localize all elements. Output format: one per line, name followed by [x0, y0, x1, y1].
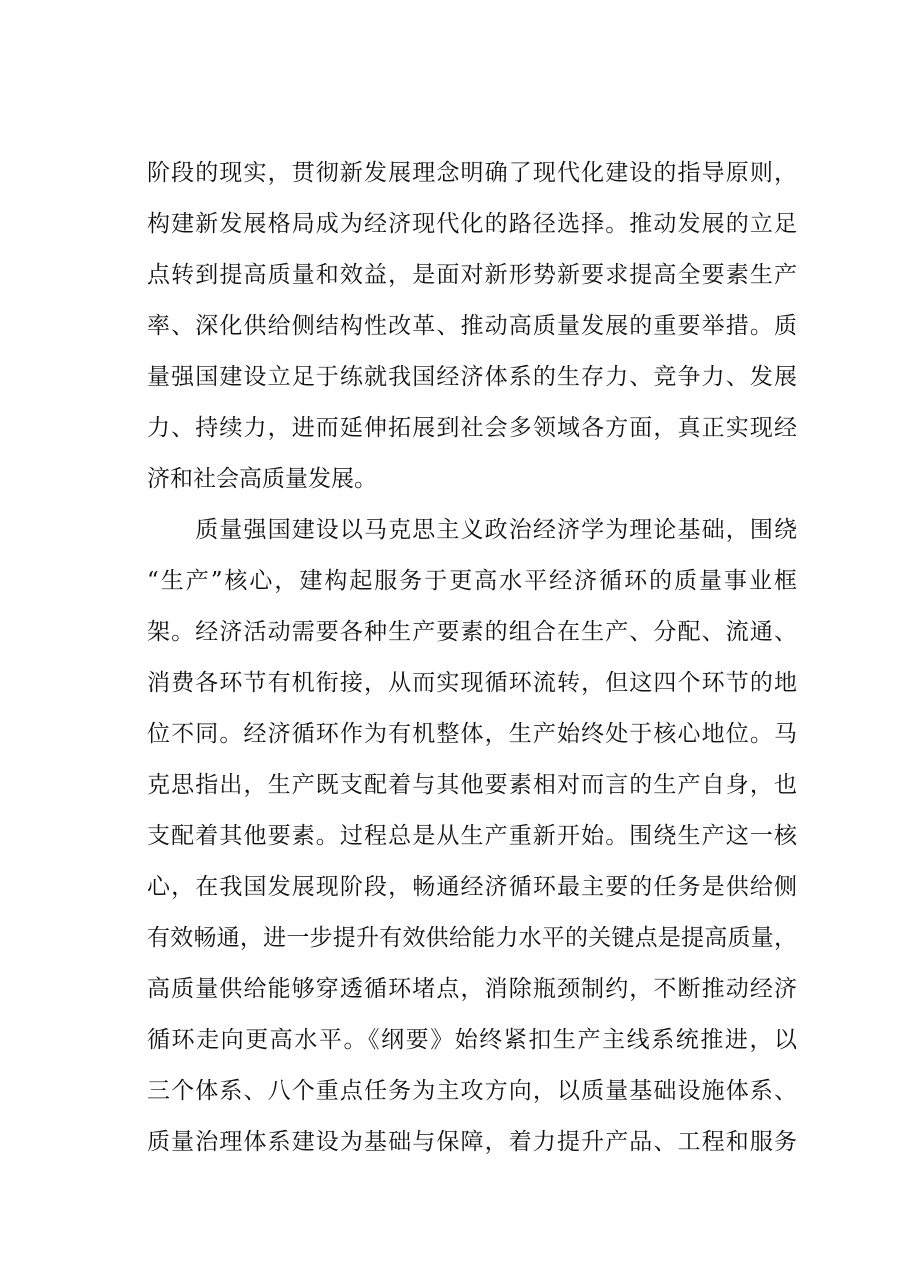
paragraph-2: [147, 505, 797, 1168]
text-line: 架。经济活动需要各种生产要素的组合在生产、分配、流通、: [147, 619, 797, 645]
text-line: 三个体系、八个重点任务为主攻方向，以质量基础设施体系、: [147, 1078, 797, 1104]
text-line: “生产”核心，建构起服务于更高水平经济循环的质量事业框: [147, 568, 797, 594]
text-line: 克思指出，生产既支配着与其他要素相对而言的生产自身，也: [147, 772, 797, 798]
text-line: 构建新发展格局成为经济现代化的路径选择。推动发展的立足: [147, 211, 797, 237]
text-line: 消费各环节有机衔接，从而实现循环流转，但这四个环节的地: [147, 670, 797, 696]
text-line: 量强国建设立足于练就我国经济体系的生存力、竞争力、发展: [147, 364, 797, 390]
text-line: 高质量供给能够穿透循环堵点，消除瓶颈制约，不断推动经济: [147, 976, 797, 1002]
text-line: 支配着其他要素。过程总是从生产重新开始。围绕生产这一核: [147, 823, 797, 849]
text-line: 质量治理体系建设为基础与保障，着力提升产品、工程和服务: [147, 1129, 797, 1155]
body-text: [147, 148, 797, 1168]
text-line: 位不同。经济循环作为有机整体，生产始终处于核心地位。马: [147, 721, 797, 747]
text-line: 点转到提高质量和效益，是面对新形势新要求提高全要素生产: [147, 262, 797, 288]
text-line: 力、持续力，进而延伸拓展到社会多领域各方面，真正实现经: [147, 415, 797, 441]
text-line: 济和社会高质量发展。: [147, 466, 377, 492]
text-line: 质量强国建设以马克思主义政治经济学为理论基础，围绕: [147, 517, 797, 543]
text-line: 率、深化供给侧结构性改革、推动高质量发展的重要举措。质: [147, 313, 797, 339]
text-line: 循环走向更高水平。《纲要》始终紧扣生产主线系统推进，以: [147, 1027, 797, 1053]
text-line: 有效畅通，进一步提升有效供给能力水平的关键点是提高质量，: [147, 925, 797, 951]
paragraph-1: [147, 148, 797, 505]
text-line: 心，在我国发展现阶段，畅通经济循环最主要的任务是供给侧: [147, 874, 797, 900]
text-line: 阶段的现实，贯彻新发展理念明确了现代化建设的指导原则，: [147, 160, 797, 186]
